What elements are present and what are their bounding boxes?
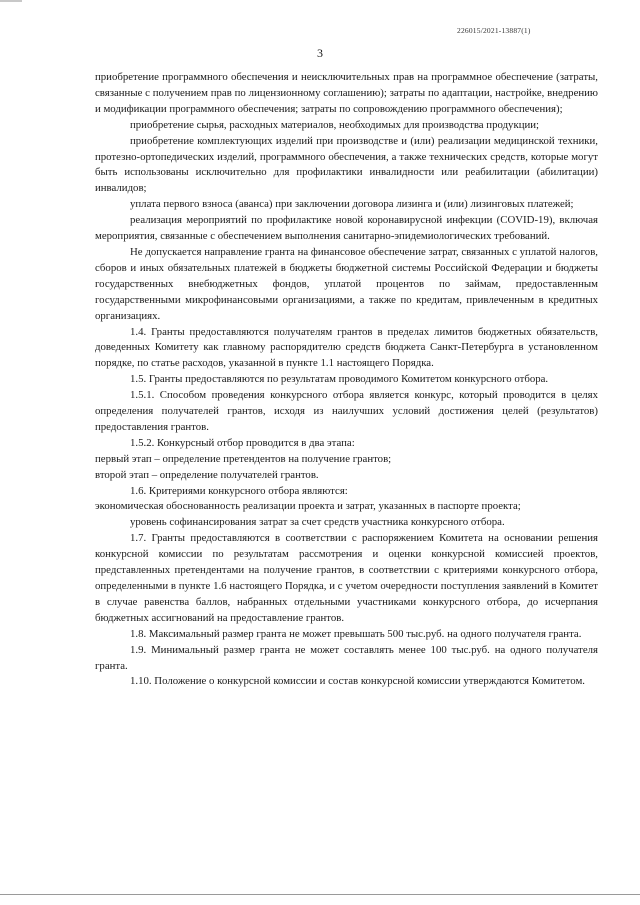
page-number: 3: [317, 46, 323, 60]
paragraph: приобретение программного обеспечения и неисключительных прав на программное обеспечение (затраты, связанные с получением прав по лицензионному соглашению); затраты по адаптации, настройке, внедрению и модификации программного обеспечения; затраты по сопровождению программного обеспечения);: [95, 71, 598, 115]
paragraph: 1.6. Критериями конкурсного отбора являются:: [130, 484, 348, 497]
paragraph: приобретение сырья, расходных материалов, необходимых для производства продукции;: [130, 118, 540, 131]
paragraph: уровень софинансирования затрат за счет средств участника конкурсного отбора.: [130, 516, 505, 529]
paragraph: первый этап – определение претендентов на получение грантов;: [95, 452, 392, 465]
paragraph: уплата первого взноса (аванса) при заключении договора лизинга и (или) лизинговых платежей;: [130, 198, 574, 211]
paragraph: 1.4. Гранты предоставляются получателям грантов в пределах лимитов бюджетных обязательств, доведенных Комитету как главному распорядителю средств бюджета Санкт-Петербурга в установленном порядке, по статье расходов, указанной в пункте 1.1 настоящего Порядка.: [95, 325, 598, 370]
paragraph: 1.10. Положение о конкурсной комиссии и состав конкурсной комиссии утверждаются Комитетом.: [130, 675, 585, 688]
paragraph: приобретение комплектующих изделий при производстве и (или) реализации медицинской техники, протезно-ортопедических изделий, программного обеспечения, а также технических средств, которые могут быть использованы исключительно для профилактики инвалидности или реабилитации (абилитации) инвалидов;: [95, 134, 598, 195]
paragraph: второй этап – определение получателей грантов.: [95, 468, 319, 481]
paragraph: 1.8. Максимальный размер гранта не может превышать 500 тыс.руб. на одного получателя гранта.: [130, 627, 582, 640]
paragraph: 1.5.2. Конкурсный отбор проводится в два этапа:: [130, 436, 355, 449]
paragraph: реализация мероприятий по профилактике новой коронавирусной инфекции (COVID-19), включая мероприятия, связанные с обеспечением выполнения санитарно-эпидемиологических требований.: [95, 214, 598, 243]
paragraph: 1.7. Гранты предоставляются в соответствии с распоряжением Комитета на основании решения конкурсной комиссии по результатам рассмотрения и оценки конкурсной комиссией проектов, представленных претендентами на получение грантов, в соответствии с критериями конкурсного отбора, определенными в пункте 1.6 настоящего Порядка, и с учетом очередности поступления заявлений в Комитет в случае равенства баллов, набранных отдельными участниками конкурсного отбора, до исчерпания бюджетных ассигнований на предоставление грантов.: [95, 532, 598, 624]
paragraph: 1.5. Гранты предоставляются по результатам проводимого Комитетом конкурсного отбора.: [130, 373, 549, 386]
document-id: 226015/2021-13887(1): [457, 26, 531, 35]
paragraph: 1.9. Минимальный размер гранта не может составлять менее 100 тыс.руб. на одного получателя гранта.: [95, 643, 598, 672]
paragraph: экономическая обоснованность реализации проекта и затрат, указанных в паспорте проекта;: [95, 500, 521, 513]
scan-edge-mark: [0, 0, 22, 2]
paragraph: Не допускается направление гранта на финансовое обеспечение затрат, связанных с уплатой налогов, сборов и иных обязательных платежей в бюджеты бюджетной системы Российской Федерации и бюджеты государственных внебюджетных фондов, уплатой процентов по займам, предоставленным государственными микрофинансовыми организациями, а также по кредитам, привлеченным в кредитных организациях.: [95, 245, 598, 322]
bottom-rule: [0, 894, 640, 895]
paragraph: 1.5.1. Способом проведения конкурсного отбора является конкурс, который проводится в целях определения получателей грантов, исходя из наилучших условий достижения целей (результатов) предоставления грантов.: [95, 389, 598, 433]
document-body: [95, 70, 598, 690]
